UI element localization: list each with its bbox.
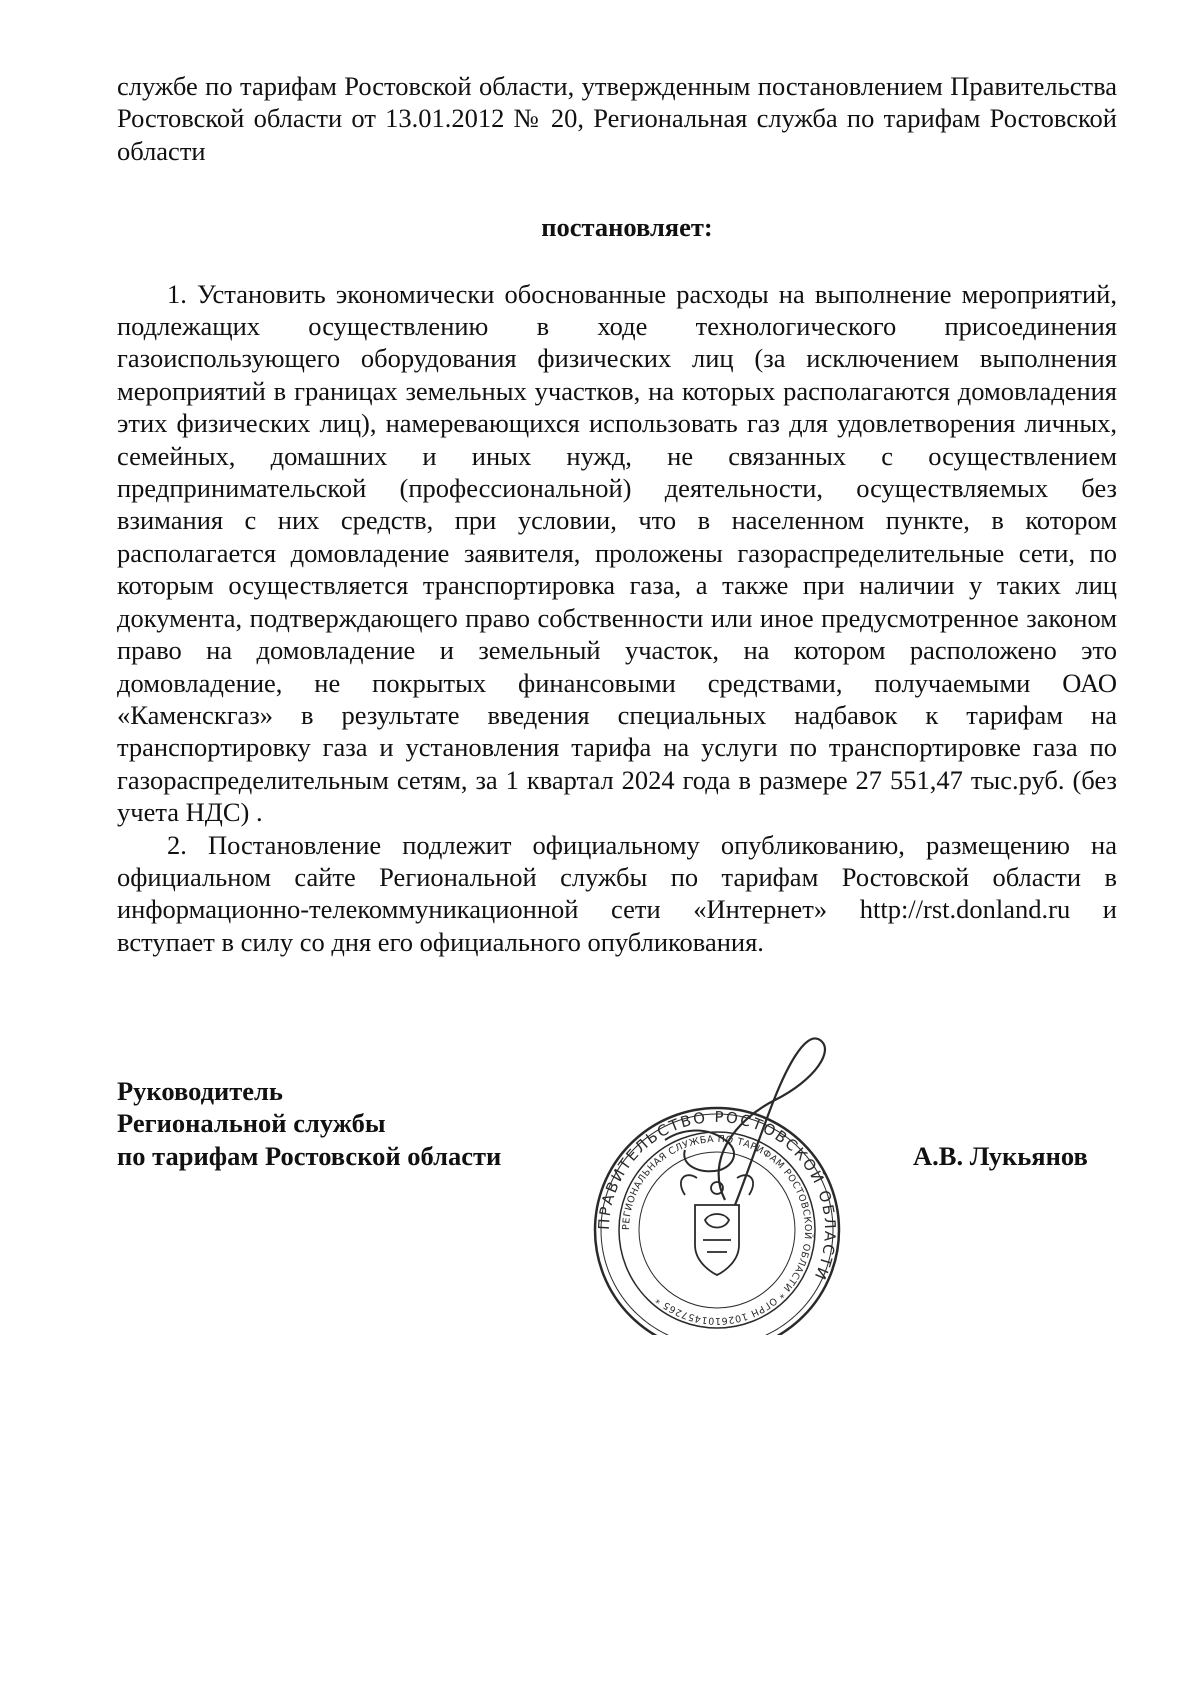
document-body: [117, 70, 1117, 958]
decree-word: постановляет:: [541, 212, 713, 243]
seal-outer-text: ПРАВИТЕЛЬСТВО РОСТОВСКОЙ ОБЛАСТИ: [594, 1107, 840, 1284]
signer-position-line: по тарифам Ростовской области: [117, 1140, 502, 1171]
seal-image: [585, 1030, 850, 1335]
coat-of-arms-icon: [681, 1175, 753, 1275]
signer-position: [117, 1075, 501, 1172]
paragraph-1: 1. Установить экономически обоснованные расходы на выполнение мероприятий, подлежащих осуществлению в ходе технологического присоединения газоиспользующего оборудования физических лиц (за исключением выполнения мероприятий в границах земельных участков, на которых располагаются домовладения этих физических лиц), намеревающихся использовать газ для удовлетворения личных, семейных, домашних и иных нужд, не связанных с осуществлением предпринимательской (профессиональной) деятельности, осуществляемых без взимания с них средств, при условии, что в населенном пункте, в котором располагается домовладение заявителя, проложены газораспределительные сети, по которым осуществляется транспортировка газа, а также при наличии у таких лиц документа, подтверждающего право собственности или иное предусмотренное законом право на домовладение и земельный участок, на котором расположено это домовладение, не покрытых финансовыми средствами, получаемыми ОАО «Каменскгаз» в результате введения специальных надбавок к тарифам на транспортировку газа и установления тарифа на услуги по транспортировке газа по газораспределительным сетям, за 1 квартал 2024 года в размере 27 551,47 тыс.руб. (без учета НДС) .: [117, 278, 1117, 828]
svg-text:РЕГИОНАЛЬНАЯ СЛУЖБА ПО ТАРИФАМ: [621, 1134, 814, 1326]
signer-position-line: Региональной службы: [117, 1108, 386, 1139]
paragraph-2: 2. Постановление подлежит официальному опубликованию, размещению на официальном сайте Региональной службы по тарифам Ростовской области в информационно-телекоммуникационной сети «Интернет» http://rst.donland.ru и вступает в силу со дня его официального опубликования.: [117, 829, 1117, 957]
signer-name: А.В. Лукьянов: [913, 1141, 1088, 1171]
signer-position-line: Руководитель: [117, 1076, 283, 1106]
seal-inner-text: РЕГИОНАЛЬНАЯ СЛУЖБА ПО ТАРИФАМ РОСТОВСКОЙ ОБЛАСТИ * ОГРН 1026101457265 *: [620, 1133, 814, 1327]
intro-paragraph: службе по тарифам Ростовской области, утвержденным постановлением Правительства Ростовской области от 13.01.2012 № 20, Региональная служба по тарифам Ростовской области: [117, 71, 1117, 166]
official-seal: [585, 1030, 850, 1335]
